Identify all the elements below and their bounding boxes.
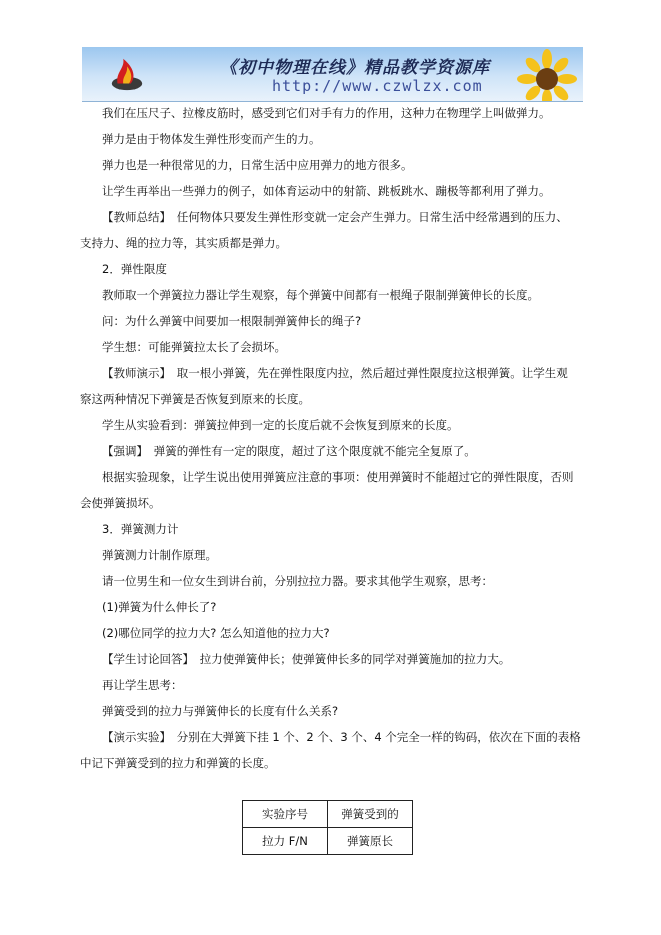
section-heading: 3．弹簧测力计: [102, 522, 179, 536]
paragraph: 我们在压尺子、拉橡皮筋时，感受到它们对手有力的作用，这种力在物理学上叫做弹力。: [102, 106, 551, 120]
section-heading: 2．弹性限度: [102, 262, 167, 276]
table-cell: 实验序号: [243, 801, 328, 828]
paragraph: 再让学生思考：: [102, 678, 183, 692]
banner-title: 《初中物理在线》精品教学资源库: [220, 58, 490, 78]
paragraph: 问：为什么弹簧中间要加一根限制弹簧伸长的绳子?: [102, 314, 362, 328]
sunflower-icon: [517, 49, 577, 102]
banner-url[interactable]: http://www.czwlzx.com: [272, 77, 483, 95]
paragraph: 弹力是由于物体发生弹性形变而产生的力。: [102, 132, 321, 146]
paragraph: (1)弹簧为什么伸长了?: [102, 600, 217, 614]
table-cell: 弹簧受到的: [328, 801, 413, 828]
paragraph: (2)哪位同学的拉力大? 怎么知道他的拉力大?: [102, 626, 330, 640]
experiment-table: [242, 800, 413, 855]
paragraph: 【演示实验】 分别在大弹簧下挂 1 个、2 个、3 个、4 个完全一样的钩码，依次在下面的表格: [102, 730, 581, 744]
paragraph: 察这两种情况下弹簧是否恢复到原来的长度。: [80, 392, 310, 406]
paragraph: 根据实验现象，让学生说出使用弹簧应注意的事项：使用弹簧时不能超过它的弹性限度，否则: [102, 470, 574, 484]
paragraph: 弹簧受到的拉力与弹簧伸长的长度有什么关系?: [102, 704, 339, 718]
paragraph: 中记下弹簧受到的拉力和弹簧的长度。: [80, 756, 276, 770]
paragraph: 教师取一个弹簧拉力器让学生观察，每个弹簧中间都有一根绳子限制弹簧伸长的长度。: [102, 288, 539, 302]
paragraph: 弹力也是一种很常见的力，日常生活中应用弹力的地方很多。: [102, 158, 413, 172]
paragraph: 让学生再举出一些弹力的例子，如体育运动中的射箭、跳板跳水、蹦极等都利用了弹力。: [102, 184, 551, 198]
paragraph: 请一位男生和一位女生到讲台前，分别拉拉力器。要求其他学生观察，思考：: [102, 574, 493, 588]
paragraph: 【学生讨论回答】 拉力使弹簧伸长；使弹簧伸长多的同学对弹簧施加的拉力大。: [102, 652, 511, 666]
paragraph: 学生想：可能弹簧拉太长了会损坏。: [102, 340, 286, 354]
paragraph: 支持力、绳的拉力等，其实质都是弹力。: [80, 236, 287, 250]
paragraph: 学生从实验看到：弹簧拉伸到一定的长度后就不会恢复到原来的长度。: [102, 418, 459, 432]
table-cell: 弹簧原长: [328, 828, 413, 855]
paragraph: 弹簧测力计制作原理。: [102, 548, 217, 562]
table-row: [243, 828, 413, 855]
table-cell: 拉力 F/N: [243, 828, 328, 855]
paragraph: 【教师演示】 取一根小弹簧，先在弹性限度内拉，然后超过弹性限度拉这根弹簧。让学生观: [102, 366, 568, 380]
table-row: [243, 801, 413, 828]
header-banner: [82, 47, 583, 102]
paragraph: 会使弹簧损坏。: [80, 496, 161, 510]
paragraph: 【教师总结】 任何物体只要发生弹性形变就一定会产生弹力。日常生活中经常遇到的压力、: [102, 210, 568, 224]
paragraph: 【强调】 弹簧的弹性有一定的限度，超过了这个限度就不能完全复原了。: [102, 444, 476, 458]
red-flame-logo-icon: [108, 55, 146, 93]
